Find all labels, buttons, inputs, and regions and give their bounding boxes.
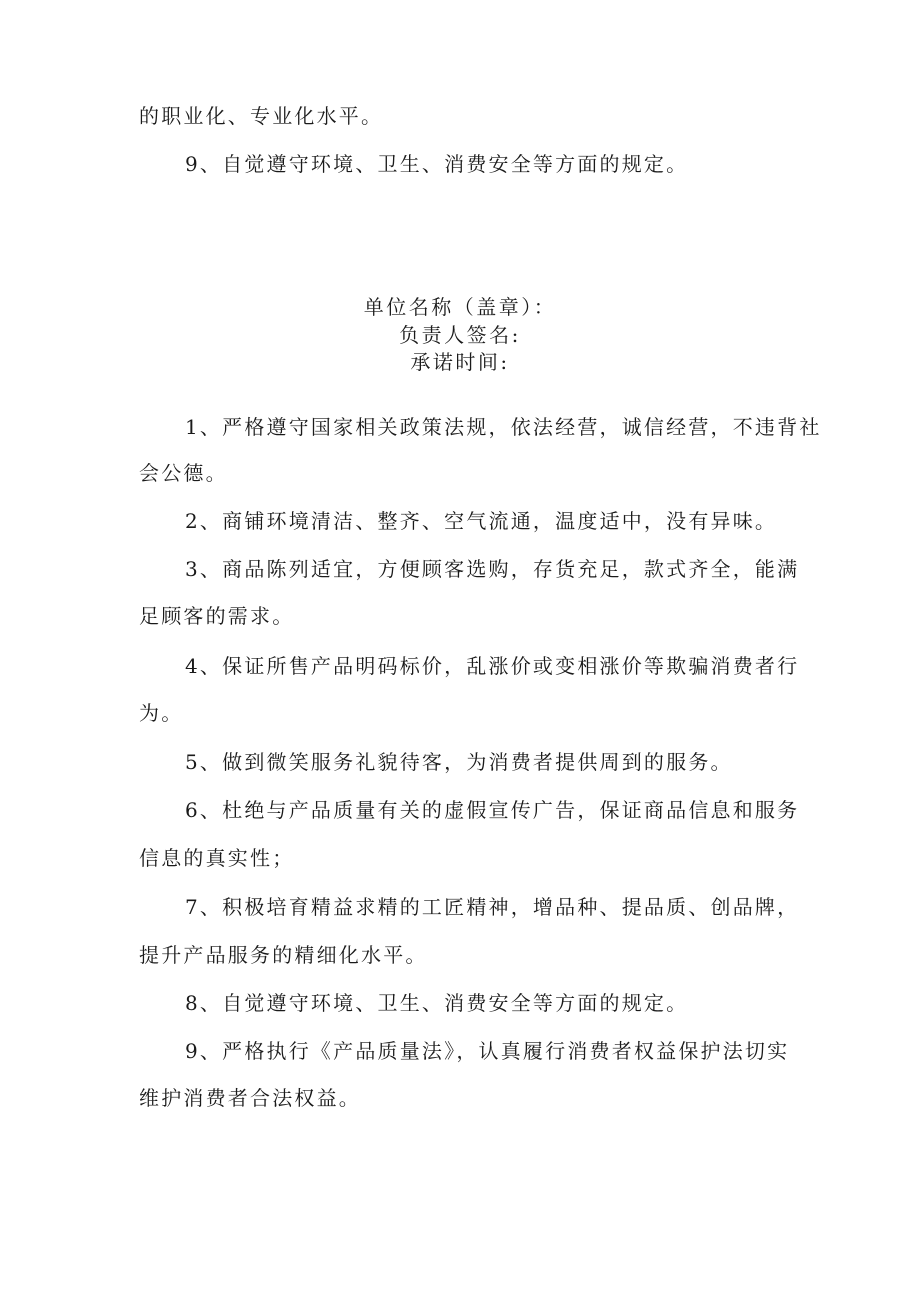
item-3-line-2: 足顾客的需求。	[139, 604, 295, 628]
item-9-line-2: 维护消费者合法权益。	[139, 1086, 361, 1110]
item-4-line-2: 为。	[139, 701, 184, 725]
item-1-line-1: 1、严格遵守国家相关政策法规，依法经营，诚信经营，不违背社	[185, 415, 822, 439]
item-9-line-1: 9、严格执行《产品质量法》，认真履行消费者权益保护法切实	[185, 1039, 790, 1063]
responsible-person-label: 负责人签名:	[399, 323, 521, 347]
item-2-line-1: 2、商铺环境清洁、整齐、空气流通，温度适中，没有异味。	[185, 509, 778, 533]
commitment-date-label: 承诺时间:	[410, 350, 510, 374]
continuation-item-9: 9、自觉遵守环境、卫生、消费安全等方面的规定。	[185, 152, 689, 176]
item-5-line-1: 5、做到微笑服务礼貌待客，为消费者提供周到的服务。	[185, 750, 733, 774]
item-4-line-1: 4、保证所售产品明码标价，乱涨价或变相涨价等欺骗消费者行	[185, 654, 800, 678]
item-3-line-1: 3、商品陈列适宜，方便顾客选购，存货充足，款式齐全，能满	[185, 557, 800, 581]
item-7-line-1: 7、积极培育精益求精的工匠精神，增品种、提品质、创品牌，	[185, 895, 800, 919]
item-6-line-1: 6、杜绝与产品质量有关的虚假宣传广告，保证商品信息和服务	[185, 798, 800, 822]
continuation-line: 的职业化、专业化水平。	[139, 104, 384, 128]
item-7-line-2: 提升产品服务的精细化水平。	[139, 943, 428, 967]
item-6-line-2: 信息的真实性；	[139, 846, 295, 870]
unit-name-label: 单位名称（盖章）：	[363, 295, 557, 319]
item-8-line-1: 8、自觉遵守环境、卫生、消费安全等方面的规定。	[185, 991, 689, 1015]
item-1-line-2: 会公德。	[139, 461, 228, 485]
